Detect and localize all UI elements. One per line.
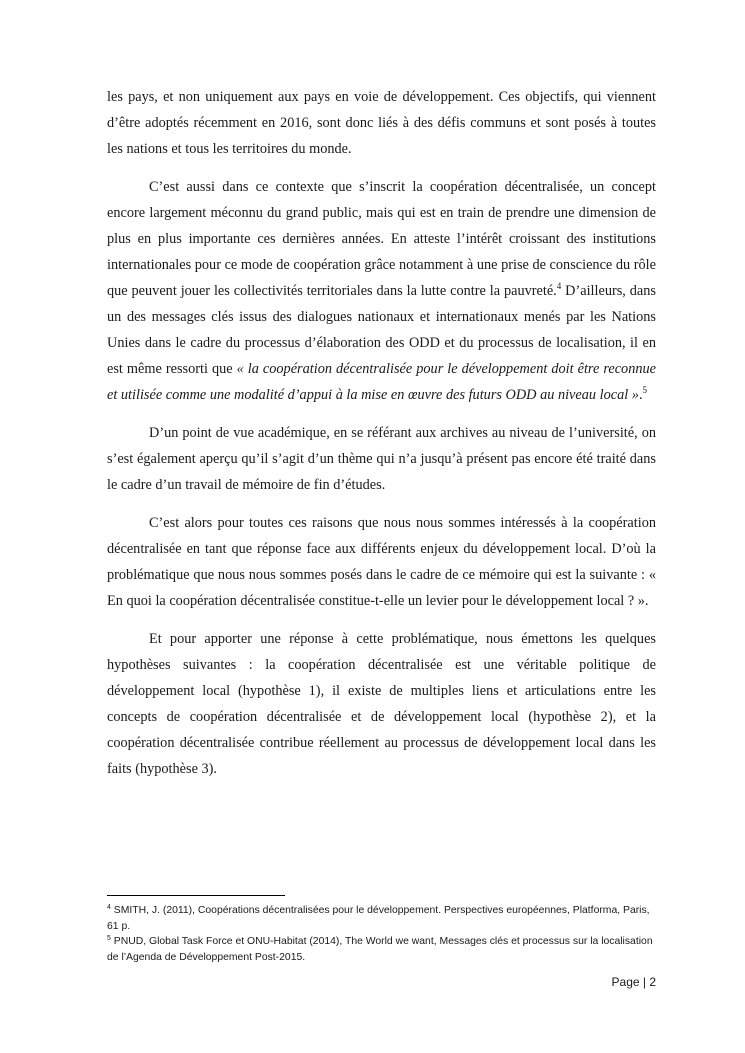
paragraph-2-part-3: .	[638, 387, 643, 403]
paragraph-2	[107, 174, 656, 408]
paragraph-1: les pays, et non uniquement aux pays en voie de développement. Ces objectifs, qui viennent d’être adoptés récemment en 2016, sont donc liés à des défis communs et sont posés à toutes les nations et tous les territoires du monde.	[107, 89, 656, 157]
page-number: Page | 2	[611, 975, 656, 989]
footnote-ref-5[interactable]: 5	[642, 385, 648, 395]
footnote-number: 5	[107, 935, 111, 942]
paragraph-2-part-1: C’est aussi dans ce contexte que s’inscrit la coopération décentralisée, un concept encore largement méconnu du grand public, mais qui est en train de prendre une dimension de plus en plus importante ces dernières années. En atteste l’intérêt croissant des institutions internationales pour ce mode de coopération grâce notamment à une prise de conscience du rôle que peuvent jouer les collectivités territoriales dans la lutte contre la pauvreté.	[107, 179, 656, 299]
footnote-text: PNUD, Global Task Force et ONU-Habitat (2014), The World we want, Messages clés et processus sur la localisation de l’Agenda de Développement Post-2015.	[107, 936, 653, 963]
body-text	[107, 84, 656, 782]
paragraph-5: Et pour apporter une réponse à cette problématique, nous émettons les quelques hypothèses suivantes : la coopération décentralisée est une véritable politique de développement local (hypothèse 1), il existe de multiples liens et articulations entre les concepts de coopération décentralisée et de développement local (hypothèse 2), et la coopération décentralisée contribue réellement au processus de développement local dans les faits (hypothèse 3).	[107, 631, 656, 777]
footnote-4	[107, 903, 656, 934]
paragraph-4: C’est alors pour toutes ces raisons que nous nous sommes intéressés à la coopération décentralisée en tant que réponse face aux différents enjeux du développement local. D’où la problématique que nous nous sommes posés dans le cadre de ce mémoire qui est la suivante : « En quoi la coopération décentralisée constitue-t-elle un levier pour le développement local ? ».	[107, 515, 656, 609]
footnote-text: SMITH, J. (2011), Coopérations décentralisées pour le développement. Perspectives européennes, Platforma, Paris, 61 p.	[107, 905, 650, 932]
paragraph-3: D’un point de vue académique, en se référant aux archives au niveau de l’université, on s’est également aperçu qu’il s’agit d’un thème qui n’a jusqu’à présent pas encore été traité dans le cadre d’un travail de mémoire de fin d’études.	[107, 425, 656, 493]
footnote-number: 4	[107, 904, 111, 911]
footnotes	[107, 903, 656, 965]
paragraph-2-quote: « la coopération décentralisée pour le développement doit être reconnue et utilisée comme une modalité d’appui à la mise en œuvre des futurs ODD au niveau local »	[107, 361, 656, 403]
footnote-5	[107, 934, 656, 965]
footnote-separator	[107, 895, 285, 896]
paragraph-2-part-2: D’ailleurs, dans un des messages clés issus des dialogues nationaux et internationaux menés par les Nations Unies dans le cadre du processus d’élaboration des ODD et du processus de localisation, il en est même ressorti que	[107, 283, 656, 377]
footnote-ref-4[interactable]: 4	[556, 281, 562, 291]
